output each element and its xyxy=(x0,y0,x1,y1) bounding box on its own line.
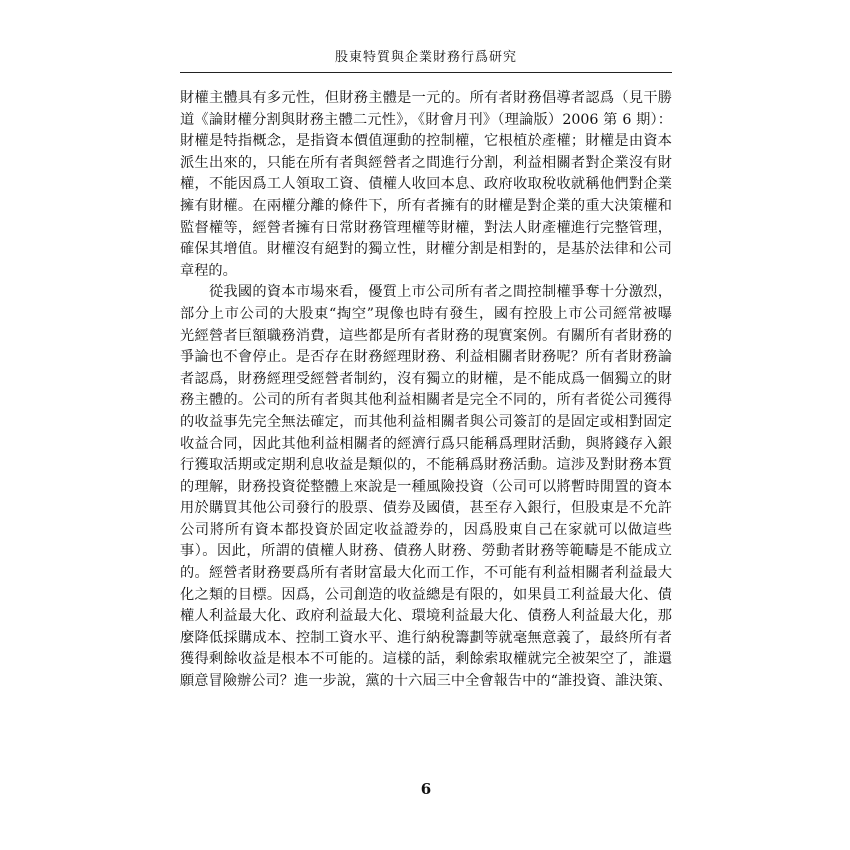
text-line: 派生出來的，只能在所有者與經營者之間進行分割，利益相關者對企業沒有財 xyxy=(180,154,672,171)
text-line: 願意冒險辦公司？進一步說，黨的十六屆三中全會報告中的“誰投資、誰決策、 xyxy=(180,673,672,690)
text-line: 的收益事先完全無法確定，而其他利益相關者與公司簽訂的是固定或相對固定 xyxy=(180,413,672,430)
text-line: 獲得剩餘收益是根本不可能的。這樣的話，剩餘索取權就完全被架空了，誰還 xyxy=(180,651,672,668)
text-line: 從我國的資本市場來看，優質上市公司所有者之間控制權爭奪十分激烈， xyxy=(180,284,672,301)
text-line: 用於購買其他公司發行的股票、債券及國債，甚至存入銀行，但股東是不允許 xyxy=(180,500,672,517)
text-line: 部分上市公司的大股東“掏空”現像也時有發生，國有控股上市公司經常被曝 xyxy=(180,305,672,322)
text-line: 財權主體具有多元性，但財務主體是一元的。所有者財務倡導者認爲（見干勝 xyxy=(180,90,672,106)
page-number: 6 xyxy=(420,780,432,798)
header-rule xyxy=(180,72,672,73)
body-text xyxy=(180,88,672,693)
text-line: 道《論財權分割與財務主體二元性》，《財會月刊》（理論版）2006 第 6 期）： xyxy=(180,111,672,128)
text-line: 監督權等，經營者擁有日常財務管理權等財權，對法人財產權進行完整管理， xyxy=(180,219,672,236)
text-line: 行獲取活期或定期利息收益是類似的，不能稱爲財務活動。這涉及對財務本質 xyxy=(180,457,672,474)
text-line: 麼降低採購成本、控制工資水平、進行納稅籌劃等就毫無意義了，最終所有者 xyxy=(180,629,672,646)
text-line: 的。經營者財務要爲所有者財富最大化而工作，不可能有利益相關者利益最大 xyxy=(180,565,672,582)
text-line: 權，不能因爲工人領取工資、債權人收回本息、政府收取稅收就稱他們對企業 xyxy=(180,176,672,193)
text-line: 收益合同，因此其他利益相關者的經濟行爲只能稱爲理財活動，與將錢存入銀 xyxy=(180,435,672,452)
text-line: 確保其增值。財權沒有絕對的獨立性，財權分割是相對的，是基於法律和公司 xyxy=(180,241,672,258)
text-line: 財權是特指概念，是指資本價值運動的控制權，它根植於產權；財權是由資本 xyxy=(180,133,672,150)
text-line: 事）。因此，所謂的債權人財務、債務人財務、勞動者財務等範疇是不能成立 xyxy=(180,543,672,560)
text-line: 光經營者巨額職務消費，這些都是所有者財務的現實案例。有關所有者財務的 xyxy=(180,327,672,344)
text-line: 者認爲，財務經理受經營者制約，沒有獨立的財權，是不能成爲一個獨立的財 xyxy=(180,370,672,387)
text-line: 公司將所有資本都投資於固定收益證券的，因爲股東自己在家就可以做這些 xyxy=(180,521,672,538)
text-line: 的理解，財務投資從整體上來說是一種風險投資（公司可以將暫時閒置的資本 xyxy=(180,478,672,495)
text-line: 務主體的。公司的所有者與其他利益相關者是完全不同的，所有者從公司獲得 xyxy=(180,392,672,409)
text-line: 權人利益最大化、政府利益最大化、環境利益最大化、債務人利益最大化，那 xyxy=(180,608,672,625)
text-line: 章程的。 xyxy=(180,262,237,279)
running-header: 股東特質與企業財務行爲研究 xyxy=(334,50,517,65)
text-line: 化之類的目標。因爲，公司創造的收益總是有限的，如果員工利益最大化、債 xyxy=(180,586,672,603)
text-line: 爭論也不會停止。是否存在財務經理財務、利益相關者財務呢？所有者財務論 xyxy=(180,349,672,366)
text-line: 擁有財權。在兩權分離的條件下，所有者擁有的財權是對企業的重大決策權和 xyxy=(180,197,672,214)
